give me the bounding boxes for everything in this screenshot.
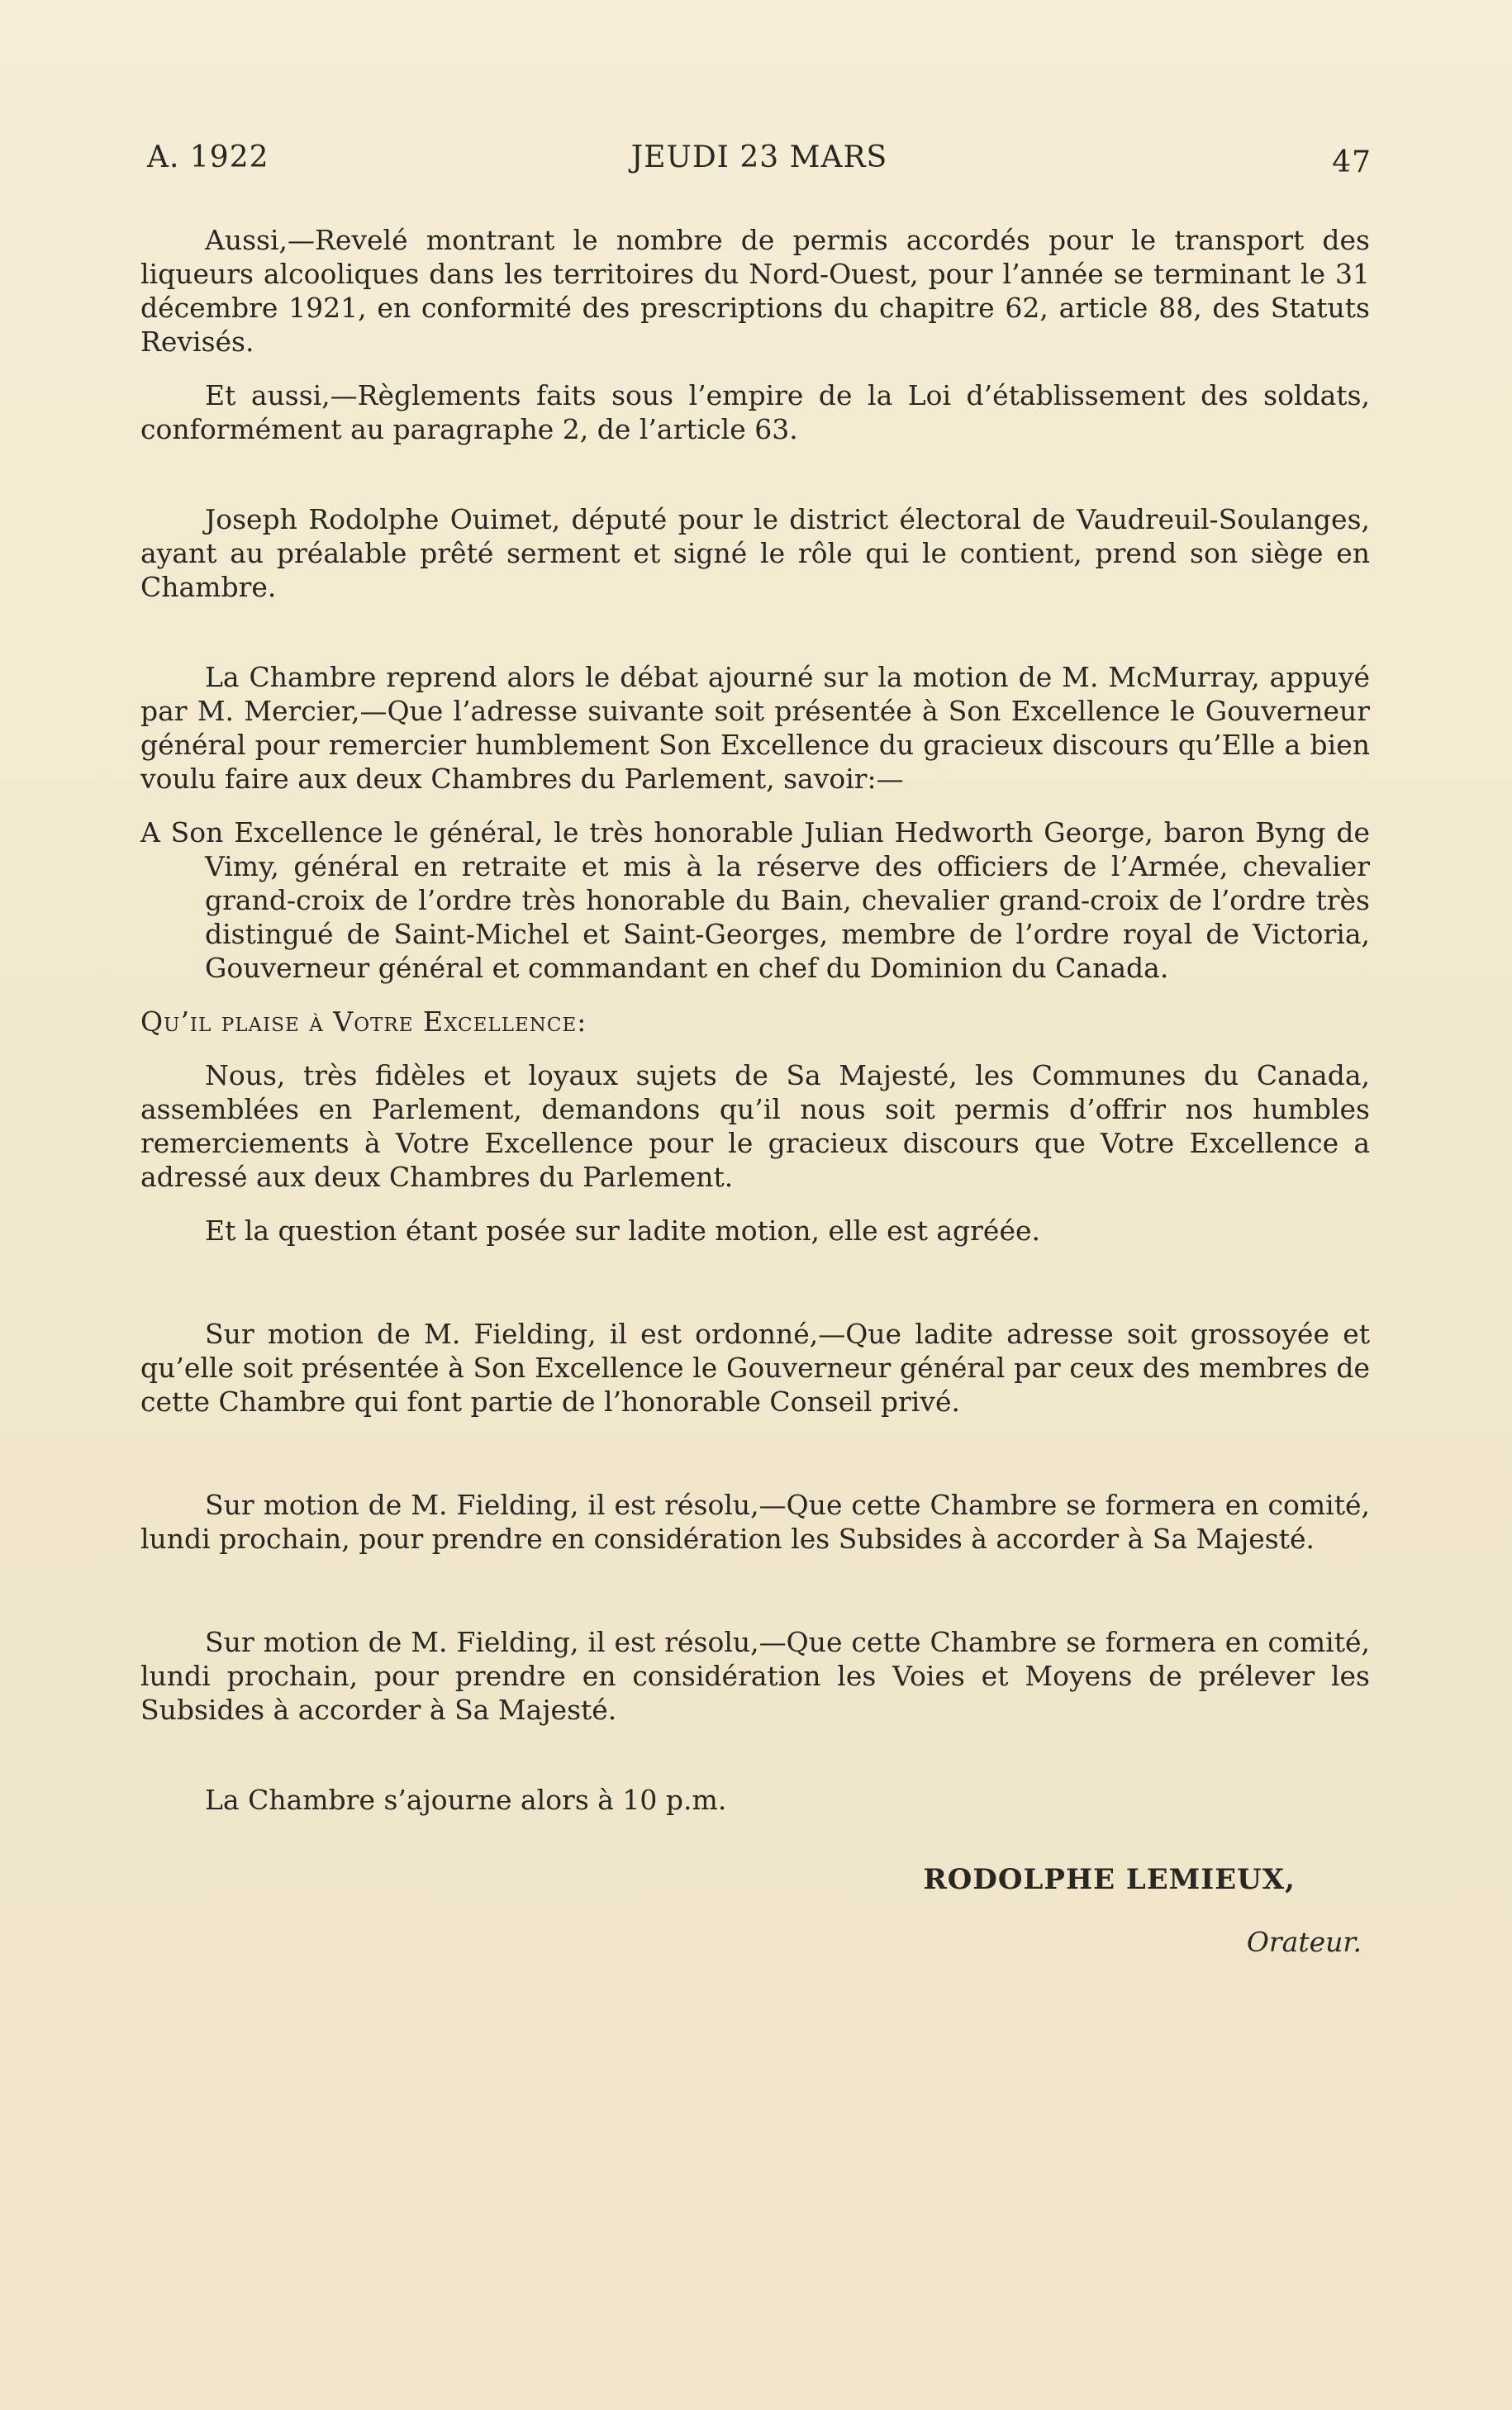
document-body [140,223,1370,1959]
paragraph-motion-ways-means: Sur motion de M. Fielding, il est résolu,—Que cette Chambre se formera en comité, lundi prochain, pour prendre en considération les Voies et Moyens de prélever les Subsides à accorder à Sa Majesté. [140,1626,1370,1726]
paragraph-debate-resumed: La Chambre reprend alors le débat ajourné sur la motion de M. McMurray, appuyé par M. Mercier,—Que l’adresse suivante soit présentée à Son Excellence le Gouverneur général pour remercier humblement Son Excellence du gracieux discours qu’Elle a bien voulu faire aux deux Chambres du Parlement, savoir:— [140,661,1370,795]
paragraph-motion-engrossed: Sur motion de M. Fielding, il est ordonné,—Que ladite adresse soit grossoyée et qu’elle soit présentée à Son Excellence le Gouverneur général par ceux des membres de cette Chambre qui font partie de l’honorable Conseil privé. [140,1318,1370,1418]
signature-name: RODOLPHE LEMIEUX, [923,1863,1296,1896]
page-header [147,140,1372,182]
paragraph-report-permits: Aussi,—Revelé montrant le nombre de permis accordés pour le transport des liqueurs alcooliques dans les territoires du Nord-Ouest, pour l’année se terminant le 31 décembre 1921, en conformité des prescriptions du chapitre 62, article 88, des Statuts Revisés. [140,224,1370,358]
session-year: A. 1922 [147,140,269,174]
date-heading: JEUDI 23 MARS [630,140,888,174]
page-number: 47 [1332,145,1372,179]
paragraph-regulations: Et aussi,—Règlements faits sous l’empire de la Loi d’établissement des soldats, conformément au paragraphe 2, de l’article 63. [140,379,1370,445]
signature-title: Orateur. [1246,1926,1362,1958]
paragraph-motion-supply: Sur motion de M. Fielding, il est résolu,—Que cette Chambre se formera en comité, lundi prochain, pour prendre en considération les Subsides à accorder à Sa Majesté. [140,1489,1370,1555]
paragraph-new-member: Joseph Rodolphe Ouimet, député pour le district électoral de Vaudreuil-Soulanges, ayant au préalable prêté serment et signé le rôle qui le contient, prend son siège en Chambre. [140,503,1370,603]
paragraph-adjournment: La Chambre s’ajourne alors à 10 p.m. [205,1784,727,1816]
paragraph-address-text: Nous, très fidèles et loyaux sujets de Sa Majesté, les Communes du Canada, assemblées en Parlement, demandons qu’il nous soit permis d’offrir nos humbles remerciements à Votre Excellence pour le gracieux discours que Votre Excellence a adressé aux deux Chambres du Parlement. [140,1059,1370,1193]
paragraph-motion-agreed: Et la question étant posée sur ladite motion, elle est agréée. [205,1215,1041,1247]
salutation-heading: Qu’il plaise à Votre Excellence: [140,1005,587,1038]
paragraph-address-to-governor: A Son Excellence le général, le très honorable Julian Hedworth George, baron Byng de Vimy, général en retraite et mis à la réserve des officiers de l’Armée, chevalier grand-croix de l’ordre très honorable du Bain, chevalier grand-croix de l’ordre très distingué de Saint-Michel et Saint-Georges, membre de l’ordre royal de Victoria, Gouverneur général et commandant en chef du Dominion du Canada. [140,816,1370,984]
